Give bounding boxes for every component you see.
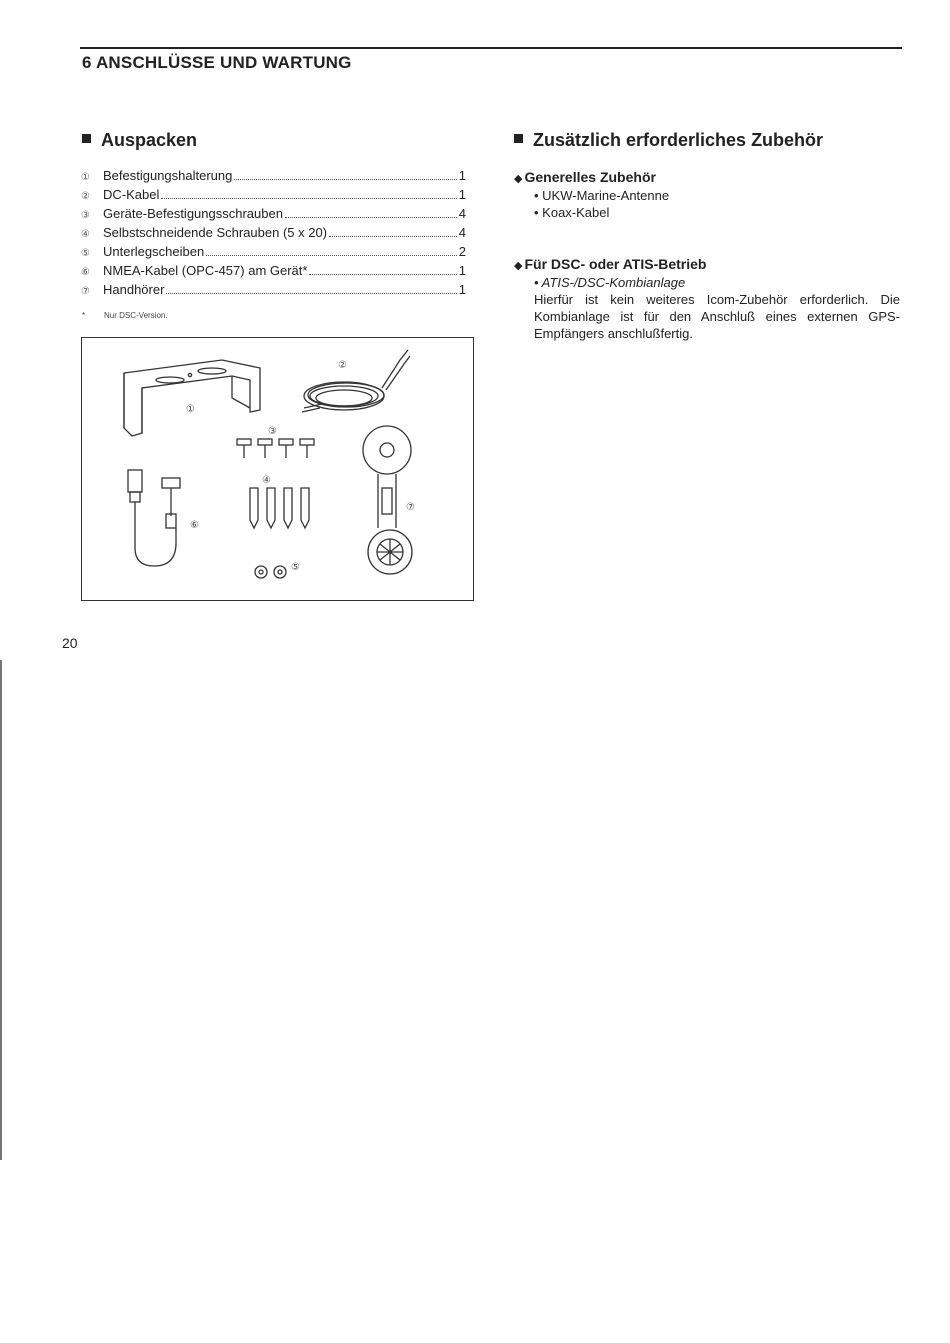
diamond-bullet-icon: ◆ bbox=[514, 260, 523, 272]
footnote: * Nur DSC-Version. bbox=[82, 311, 168, 320]
header-rule bbox=[80, 47, 902, 49]
handset-icon bbox=[363, 426, 412, 574]
diamond-bullet-icon: ◆ bbox=[514, 173, 523, 185]
list-item: ⑦ Handhörer 1 bbox=[81, 282, 466, 297]
unpacking-title: Auspacken bbox=[101, 130, 198, 150]
callout-2: ② bbox=[338, 360, 347, 371]
nmea-cable-icon bbox=[128, 470, 180, 566]
dc-cable-icon bbox=[302, 350, 410, 412]
scan-edge-mark bbox=[0, 660, 2, 1160]
chapter-title: 6 ANSCHLÜSSE UND WARTUNG bbox=[82, 53, 352, 72]
list-item: • Koax-Kabel bbox=[534, 205, 610, 220]
list-item: • ATIS-/DSC-Kombianlage bbox=[534, 275, 686, 290]
machine-screws-icon bbox=[237, 439, 314, 458]
unpacking-list bbox=[81, 168, 466, 301]
list-item: • UKW-Marine-Antenne bbox=[534, 188, 670, 203]
list-item: ⑥ NMEA-Kabel (OPC-457) am Gerät* 1 bbox=[81, 263, 466, 278]
general-accessories-heading: ◆ Generelles Zubehör bbox=[514, 169, 656, 185]
accessories-title: Zusätzlich erforderliches Zubehör bbox=[533, 130, 824, 150]
list-item: ④ Selbstschneidende Schrauben (5 x 20) 4 bbox=[81, 225, 466, 240]
dsc-accessories-heading: ◆ Für DSC- oder ATIS-Betrieb bbox=[514, 256, 707, 272]
dsc-description: Hierfür ist kein weiteres Icom-Zubehör erforderlich. Die Kombianlage ist für den Anschluß eines externen GPS-Empfängers anschlußfertig. bbox=[534, 292, 900, 341]
callout-5: ⑤ bbox=[291, 562, 300, 573]
list-item: ⑤ Unterlegscheiben 2 bbox=[81, 244, 466, 259]
unpacking-heading bbox=[82, 130, 197, 151]
callout-7: ⑦ bbox=[406, 502, 415, 513]
callout-6: ⑥ bbox=[190, 520, 199, 531]
accessories-heading bbox=[514, 130, 823, 151]
washers-icon bbox=[255, 566, 286, 578]
page-number: 20 bbox=[62, 635, 78, 651]
list-item: ② DC-Kabel 1 bbox=[81, 187, 466, 202]
square-bullet-icon bbox=[514, 134, 523, 143]
list-item: ① Befestigungshalterung 1 bbox=[81, 168, 466, 183]
list-item: ③ Geräte-Befestigungsschrauben 4 bbox=[81, 206, 466, 221]
callout-3: ③ bbox=[268, 426, 277, 437]
self-tapping-screws-icon bbox=[250, 488, 309, 528]
callout-4: ④ bbox=[262, 475, 271, 486]
square-bullet-icon bbox=[82, 134, 91, 143]
callout-1: ① bbox=[186, 404, 195, 415]
mounting-bracket-icon bbox=[124, 360, 260, 436]
accessories-illustration bbox=[81, 337, 474, 601]
